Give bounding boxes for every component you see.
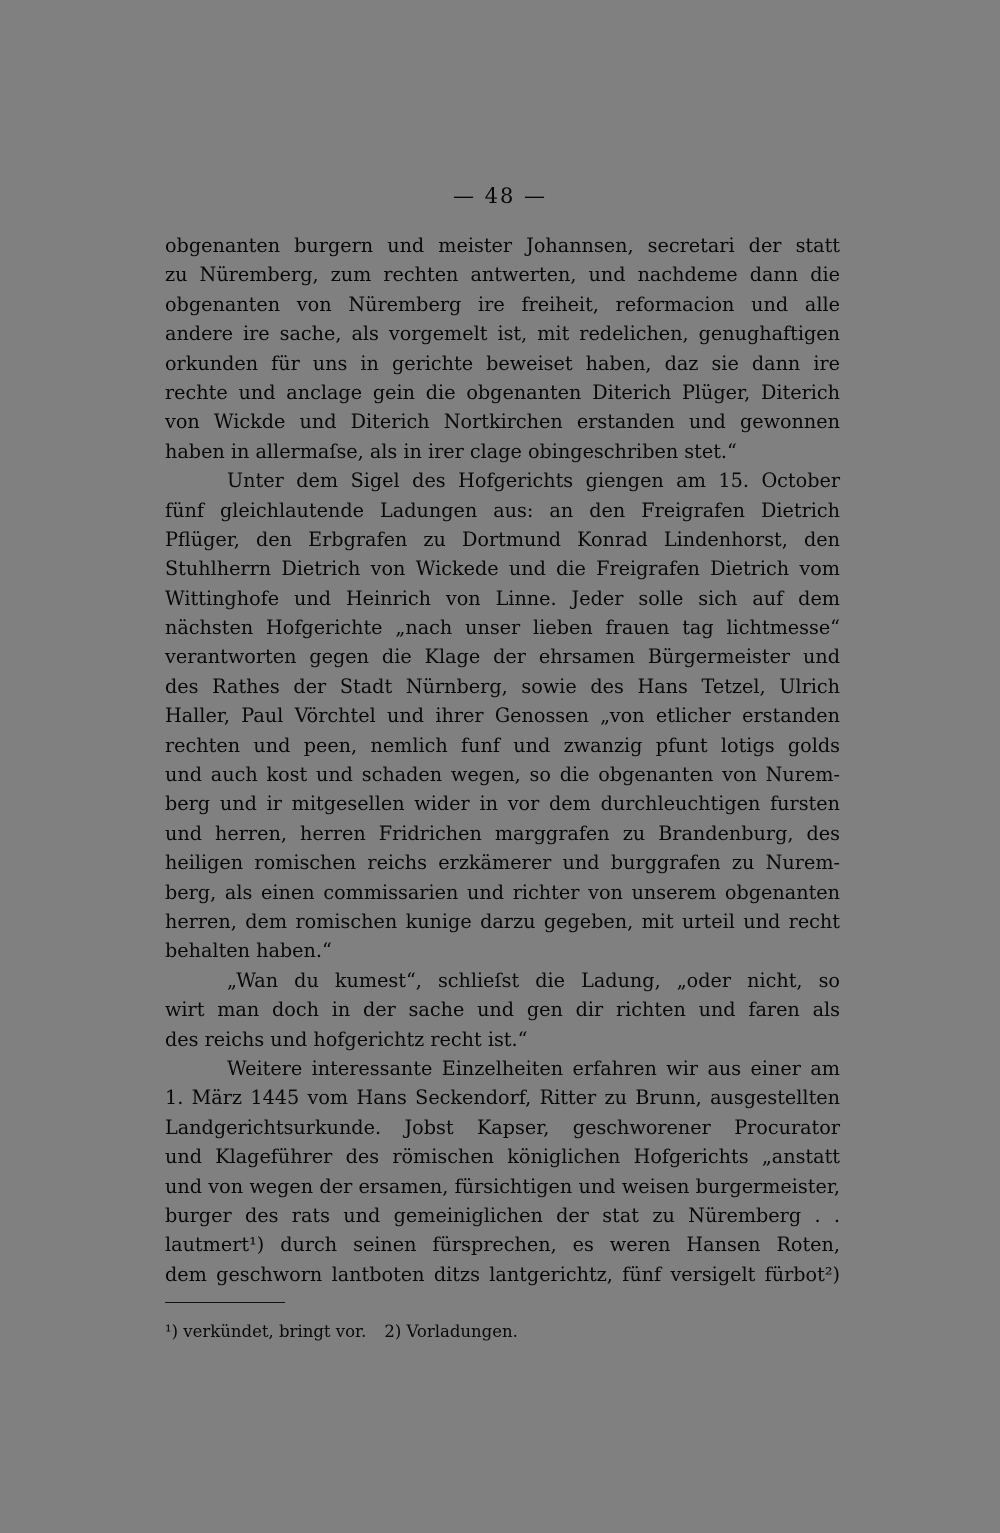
text-line: heiligen romischen reichs erzkämerer und burggrafen zu Nurem- bbox=[165, 851, 840, 875]
text-line: Unter dem Sigel des Hofgerichts giengen am 15. October bbox=[227, 469, 840, 493]
text-line: burger des rats und gemeiniglichen der stat zu Nüremberg . . bbox=[165, 1203, 840, 1227]
text-line: Pflüger, den Erbgrafen zu Dortmund Konrad Lindenhorst, den bbox=[165, 527, 840, 551]
text-line: verantworten gegen die Klage der ehrsamen Bürgermeister und bbox=[165, 645, 840, 669]
text-line: andere ire sache, als vorgemelt ist, mit redelichen, genughaftigen bbox=[165, 322, 840, 346]
text-line: wirt man doch in der sache und gen dir richten und faren als bbox=[165, 998, 840, 1022]
text-line: 1. März 1445 vom Hans Seckendorf, Ritter zu Brunn, ausgestellten bbox=[165, 1086, 840, 1110]
text-line: rechten und peen, nemlich funf und zwanzig pfunt lotigs golds bbox=[165, 733, 840, 757]
text-line: dem geschworn lantboten ditzs lantgerichtz, fünf versigelt fürbot²) bbox=[165, 1262, 840, 1286]
text-line: haben in allermaſse, als in irer clage obingeschriben stet.“ bbox=[165, 439, 737, 463]
text-line: berg, als einen commissarien und richter von unserem obgenanten bbox=[165, 880, 840, 904]
text-line: Landgerichtsurkunde. Jobst Kapser, geschworener Procurator bbox=[165, 1115, 840, 1139]
footnote-1: ¹) verkündet, bringt vor. bbox=[165, 1322, 367, 1341]
text-line: lautmert¹) durch seinen fürsprechen, es weren Hansen Roten, bbox=[165, 1233, 840, 1257]
footnote-divider bbox=[165, 1302, 285, 1303]
body-text bbox=[165, 231, 840, 1289]
text-line: obgenanten von Nüremberg ire freiheit, reformacion und alle bbox=[165, 292, 840, 316]
text-line: rechte und anclage gein die obgenanten Diterich Plüger, Diterich bbox=[165, 380, 840, 404]
text-line: Wittinghofe und Heinrich von Linne. Jeder solle sich auf dem bbox=[165, 586, 840, 610]
text-line: Weitere interessante Einzelheiten erfahren wir aus einer am bbox=[227, 1056, 840, 1080]
text-line: obgenanten burgern und meister Johannsen, secretari der statt bbox=[165, 234, 840, 257]
text-line: und Klageführer des römischen königlichen Hofgerichts „anstatt bbox=[165, 1145, 840, 1169]
text-line: zu Nüremberg, zum rechten antwerten, und nachdeme dann die bbox=[165, 263, 840, 287]
text-line: „Wan du kumest“, schlieſst die Ladung, „oder nicht, so bbox=[227, 968, 840, 992]
text-line: von Wickde und Diterich Nortkirchen erstanden und gewonnen bbox=[165, 410, 840, 434]
text-line: und von wegen der ersamen, fürsichtigen und weisen burgermeister, bbox=[165, 1174, 840, 1198]
text-line: behalten haben.“ bbox=[165, 939, 332, 963]
text-line: des reichs und hofgerichtz recht ist.“ bbox=[165, 1027, 528, 1051]
text-line: Haller, Paul Vörchtel und ihrer Genossen „von etlicher erstanden bbox=[165, 704, 840, 728]
text-line: nächsten Hofgerichte „nach unser lieben frauen tag lichtmesse“ bbox=[165, 616, 840, 640]
text-line: und auch kost und schaden wegen, so die obgenanten von Nurem- bbox=[165, 763, 840, 787]
text-line: Stuhlherrn Dietrich von Wickede und die Freigrafen Dietrich vom bbox=[165, 557, 840, 581]
text-line: orkunden für uns in gerichte beweiset haben, daz sie dann ire bbox=[165, 351, 840, 375]
text-line: und herren, herren Fridrichen marggrafen zu Brandenburg, des bbox=[165, 821, 840, 845]
page-number: — 48 — bbox=[452, 184, 548, 208]
footnote-2: 2) Vorladungen. bbox=[384, 1322, 518, 1341]
text-line: fünf gleichlautende Ladungen aus: an den Freigrafen Dietrich bbox=[165, 498, 840, 522]
text-line: berg und ir mitgesellen wider in vor dem durchleuchtigen fursten bbox=[165, 792, 840, 816]
footnotes bbox=[165, 1320, 518, 1344]
text-line: herren, dem romischen kunige darzu gegeben, mit urteil und recht bbox=[165, 909, 840, 933]
text-line: des Rathes der Stadt Nürnberg, sowie des Hans Tetzel, Ulrich bbox=[165, 674, 840, 698]
